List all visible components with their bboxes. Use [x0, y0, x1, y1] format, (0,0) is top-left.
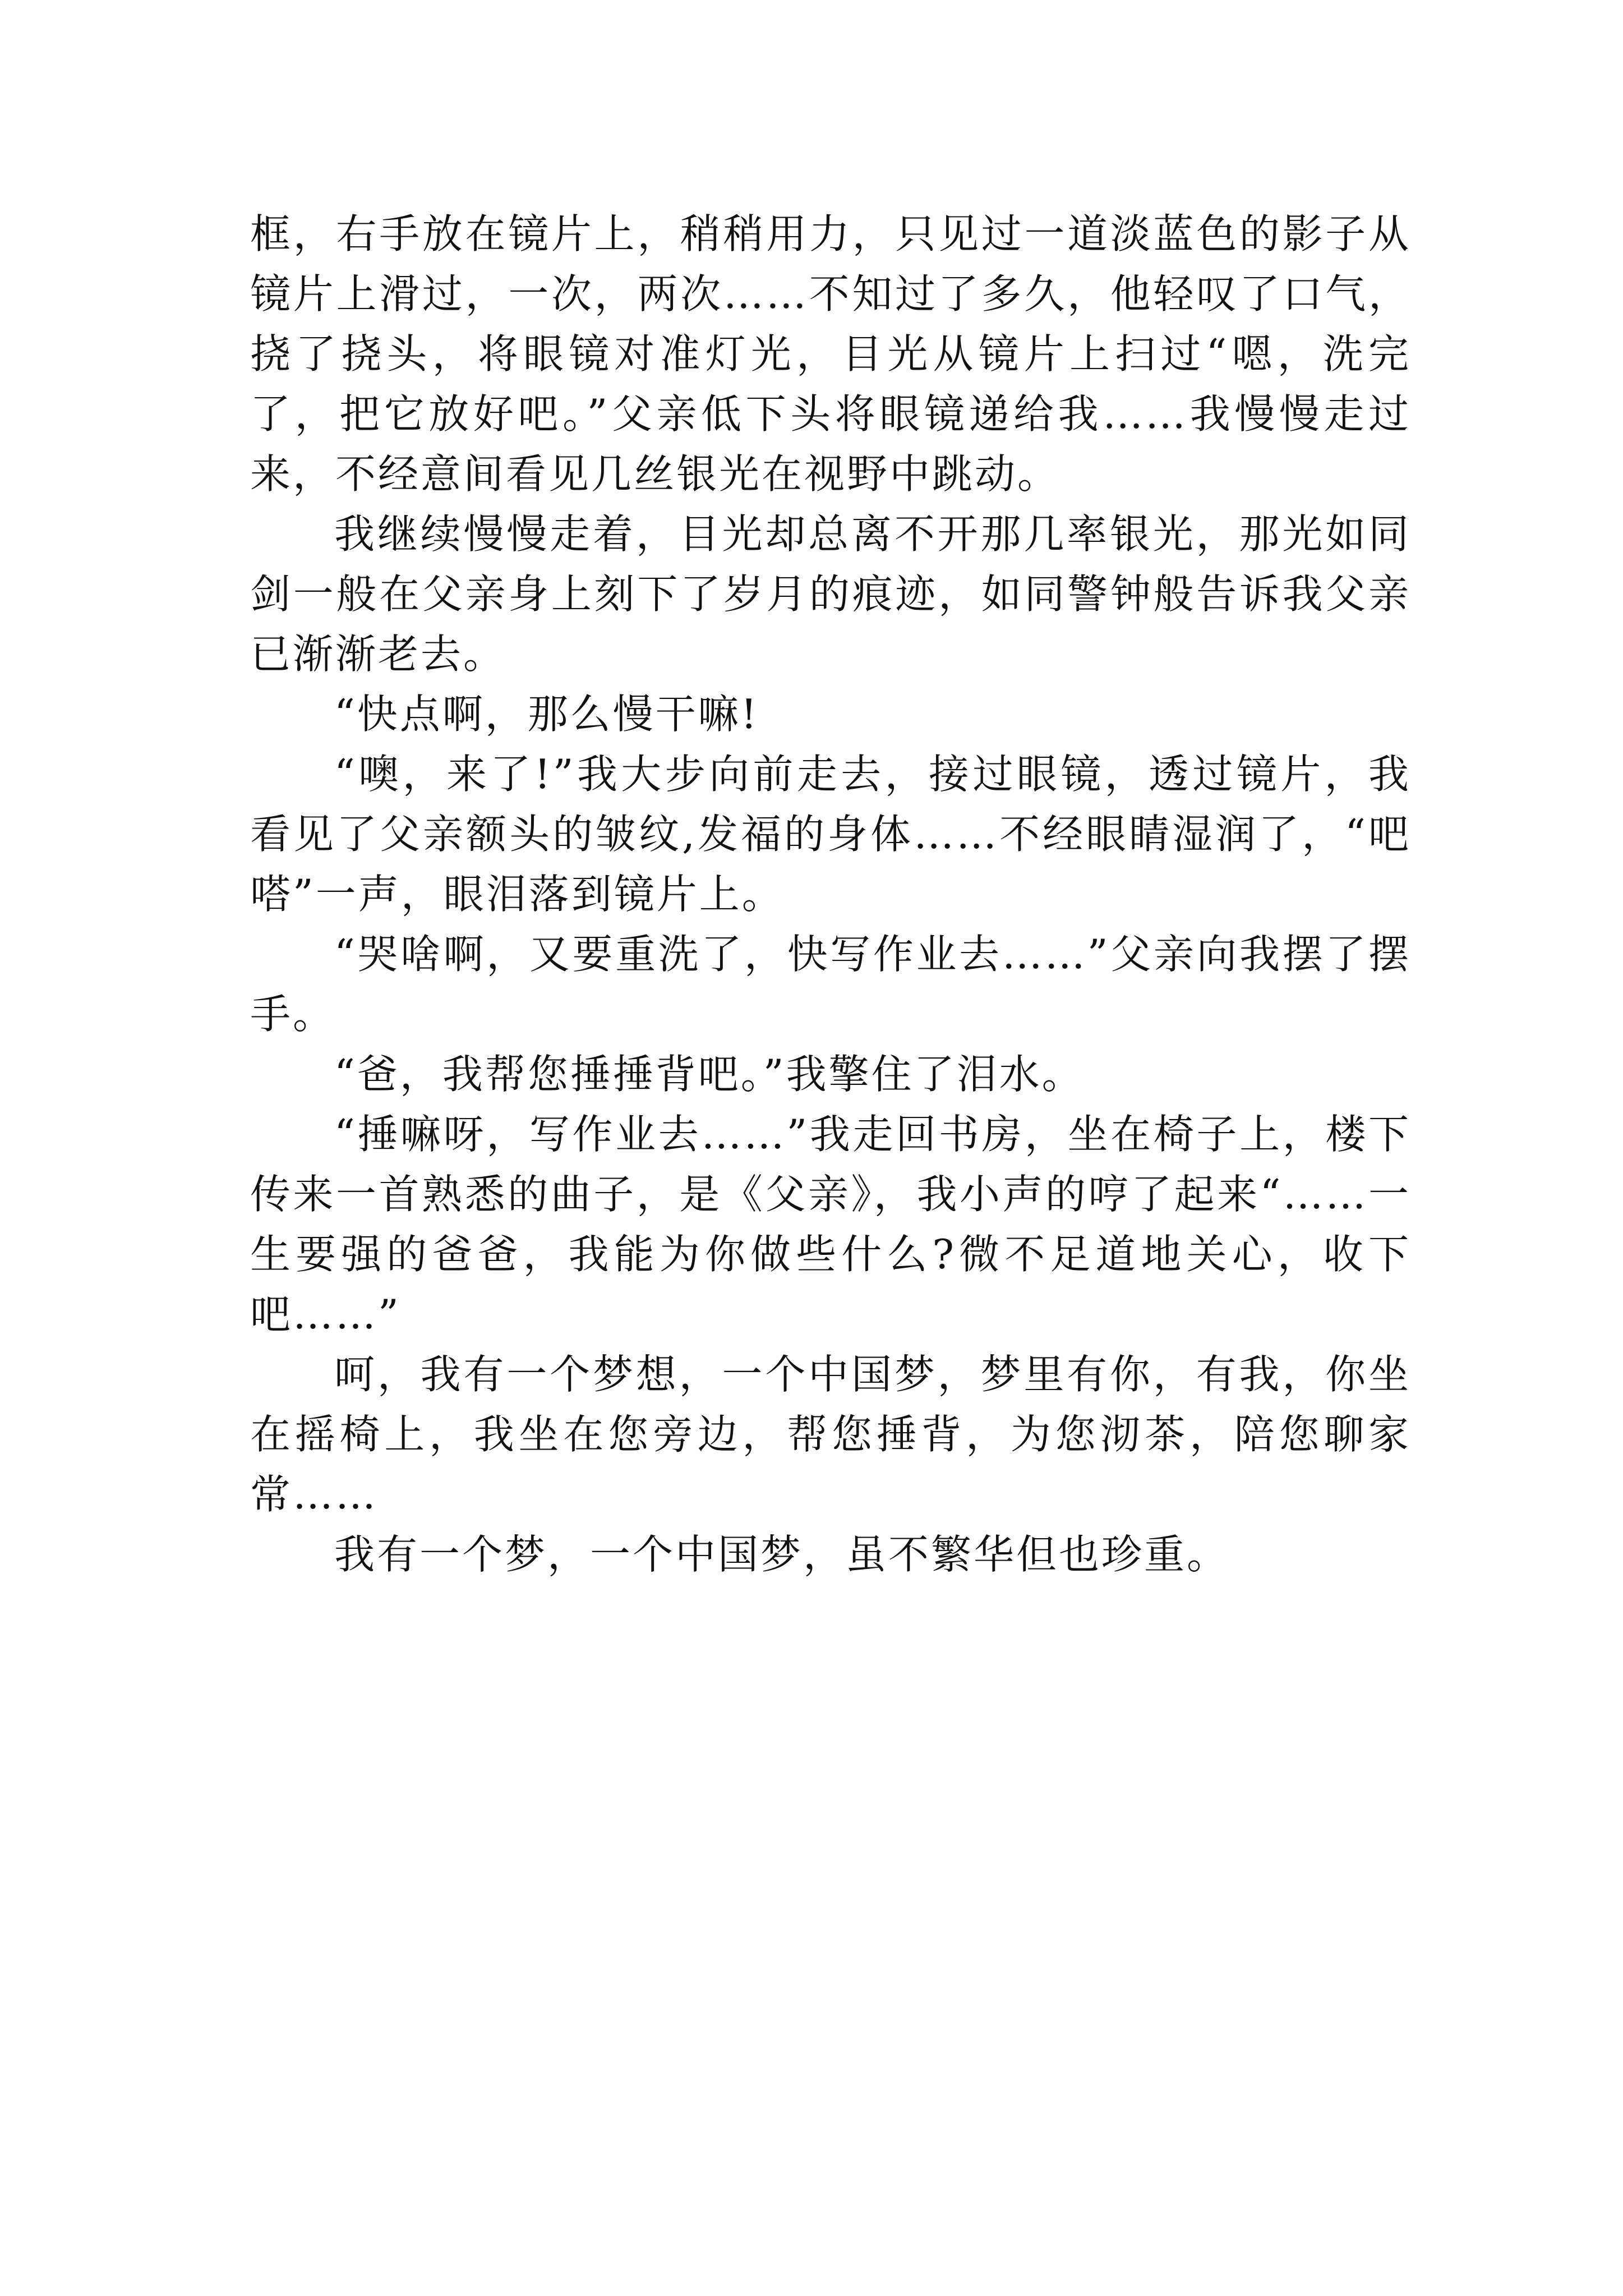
paragraph-closing: 我有一个梦，一个中国梦，虽不繁华但也珍重。 [334, 1531, 1230, 1578]
paragraph: “噢，来了!”我大步向前走去，接过眼镜，透过镜片，我看见了父亲额头的皱纹,发福的身体……不经眼睛湿润了，“吧嗒”一声，眼泪落到镜片上。 [250, 751, 1411, 918]
paragraph: 呵，我有一个梦想，一个中国梦，梦里有你，有我，你坐在摇椅上，我坐在您旁边，帮您捶背，为您沏茶，陪您聊家常…… [250, 1351, 1411, 1518]
paragraph: “爸，我帮您捶捶背吧。”我擎住了泪水。 [334, 1051, 1085, 1098]
paragraph: “哭啥啊，又要重洗了，快写作业去……”父亲向我摆了摆手。 [250, 931, 1411, 1038]
paragraph: “捶嘛呀，写作业去……”我走回书房，坐在椅子上，楼下传来一首熟悉的曲子，是《父亲》，我小声的哼了起来“……一生要强的爸爸，我能为你做些什么?微不足道地关心，收下吧……” [250, 1111, 1411, 1338]
paragraph: “快点啊，那么慢干嘛! [334, 691, 759, 738]
body-text [250, 204, 1411, 1585]
paragraph: 我继续慢慢走着，目光却总离不开那几率银光，那光如同剑一般在父亲身上刻下了岁月的痕迹，如同警钟般告诉我父亲已渐渐老去。 [250, 510, 1411, 678]
paragraph-continuation: 框，右手放在镜片上，稍稍用力，只见过一道淡蓝色的影子从镜片上滑过，一次，两次……不知过了多久，他轻叹了口气，挠了挠头，将眼镜对准灯光，目光从镜片上扫过“嗯，洗完了，把它放好吧。”父亲低下头将眼镜递给我……我慢慢走过来，不经意间看见几丝银光在视野中跳动。 [250, 210, 1411, 498]
